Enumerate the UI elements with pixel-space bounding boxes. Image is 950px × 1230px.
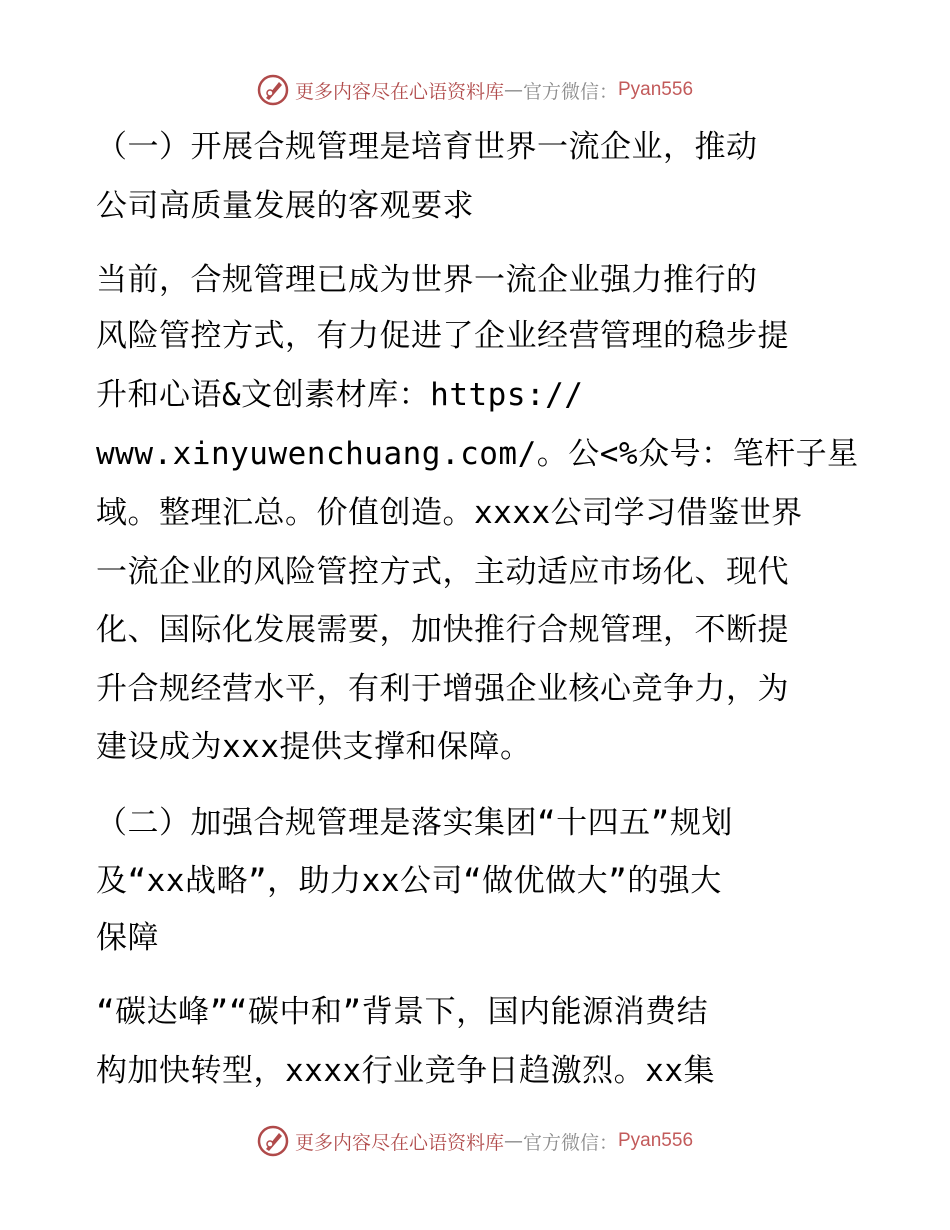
section2-heading-line: 保障: [96, 920, 159, 956]
section1-body-line: 升合规经营水平，有利于增强企业核心竞争力，为: [96, 671, 789, 707]
section2-body-line: “碳达峰”“碳中和”背景下，国内能源消费结: [96, 994, 709, 1030]
watermark-brand: 更多内容尽在心语资料库: [294, 1131, 504, 1154]
header-watermark: [0, 74, 950, 106]
section2-body-line: 构加快转型，xxxx行业竞争日趋激烈。xx集: [96, 1053, 715, 1089]
section1-body-line: 化、国际化发展需要，加快推行合规管理，不断提: [96, 612, 789, 648]
quill-logo-icon: [257, 74, 289, 106]
section1-body-line: 风险管控方式，有力促进了企业经营管理的稳步提: [96, 318, 789, 354]
section1-body-line: 建设成为xxx提供支撑和保障。: [96, 729, 532, 765]
section1-body-line: 升和心语&文创素材库：https://: [96, 377, 584, 413]
quill-logo-icon: [257, 1125, 289, 1157]
section1-body-line: 一流企业的风险管控方式，主动适应市场化、现代: [96, 554, 789, 590]
section1-body-line: www.xinyuwenchuang.com/。公<%众号：笔杆子星: [96, 436, 859, 472]
watermark-wechat-label: 官方微信：: [522, 80, 618, 103]
watermark-wechat-id: Pyan556: [618, 1130, 694, 1151]
section2-heading-line: 及“xx战略”，助力xx公司“做优做大”的强大: [96, 863, 722, 899]
watermark-dash: —: [503, 79, 523, 101]
footer-watermark: [0, 1125, 950, 1157]
section1-heading-line: （一）开展合规管理是培育世界一流企业，推动: [96, 129, 758, 165]
watermark-wechat-id: Pyan556: [618, 79, 694, 100]
section1-body-line: 当前，合规管理已成为世界一流企业强力推行的: [96, 262, 758, 298]
watermark-dash: —: [503, 1130, 523, 1152]
watermark-wechat-label: 官方微信：: [522, 1131, 618, 1154]
section1-body-line: 域。整理汇总。价值创造。xxxx公司学习借鉴世界: [96, 495, 803, 531]
section2-heading-line: （二）加强合规管理是落实集团“十四五”规划: [96, 805, 733, 841]
section1-heading-line: 公司高质量发展的客观要求: [96, 188, 474, 224]
watermark-brand: 更多内容尽在心语资料库: [294, 80, 504, 103]
